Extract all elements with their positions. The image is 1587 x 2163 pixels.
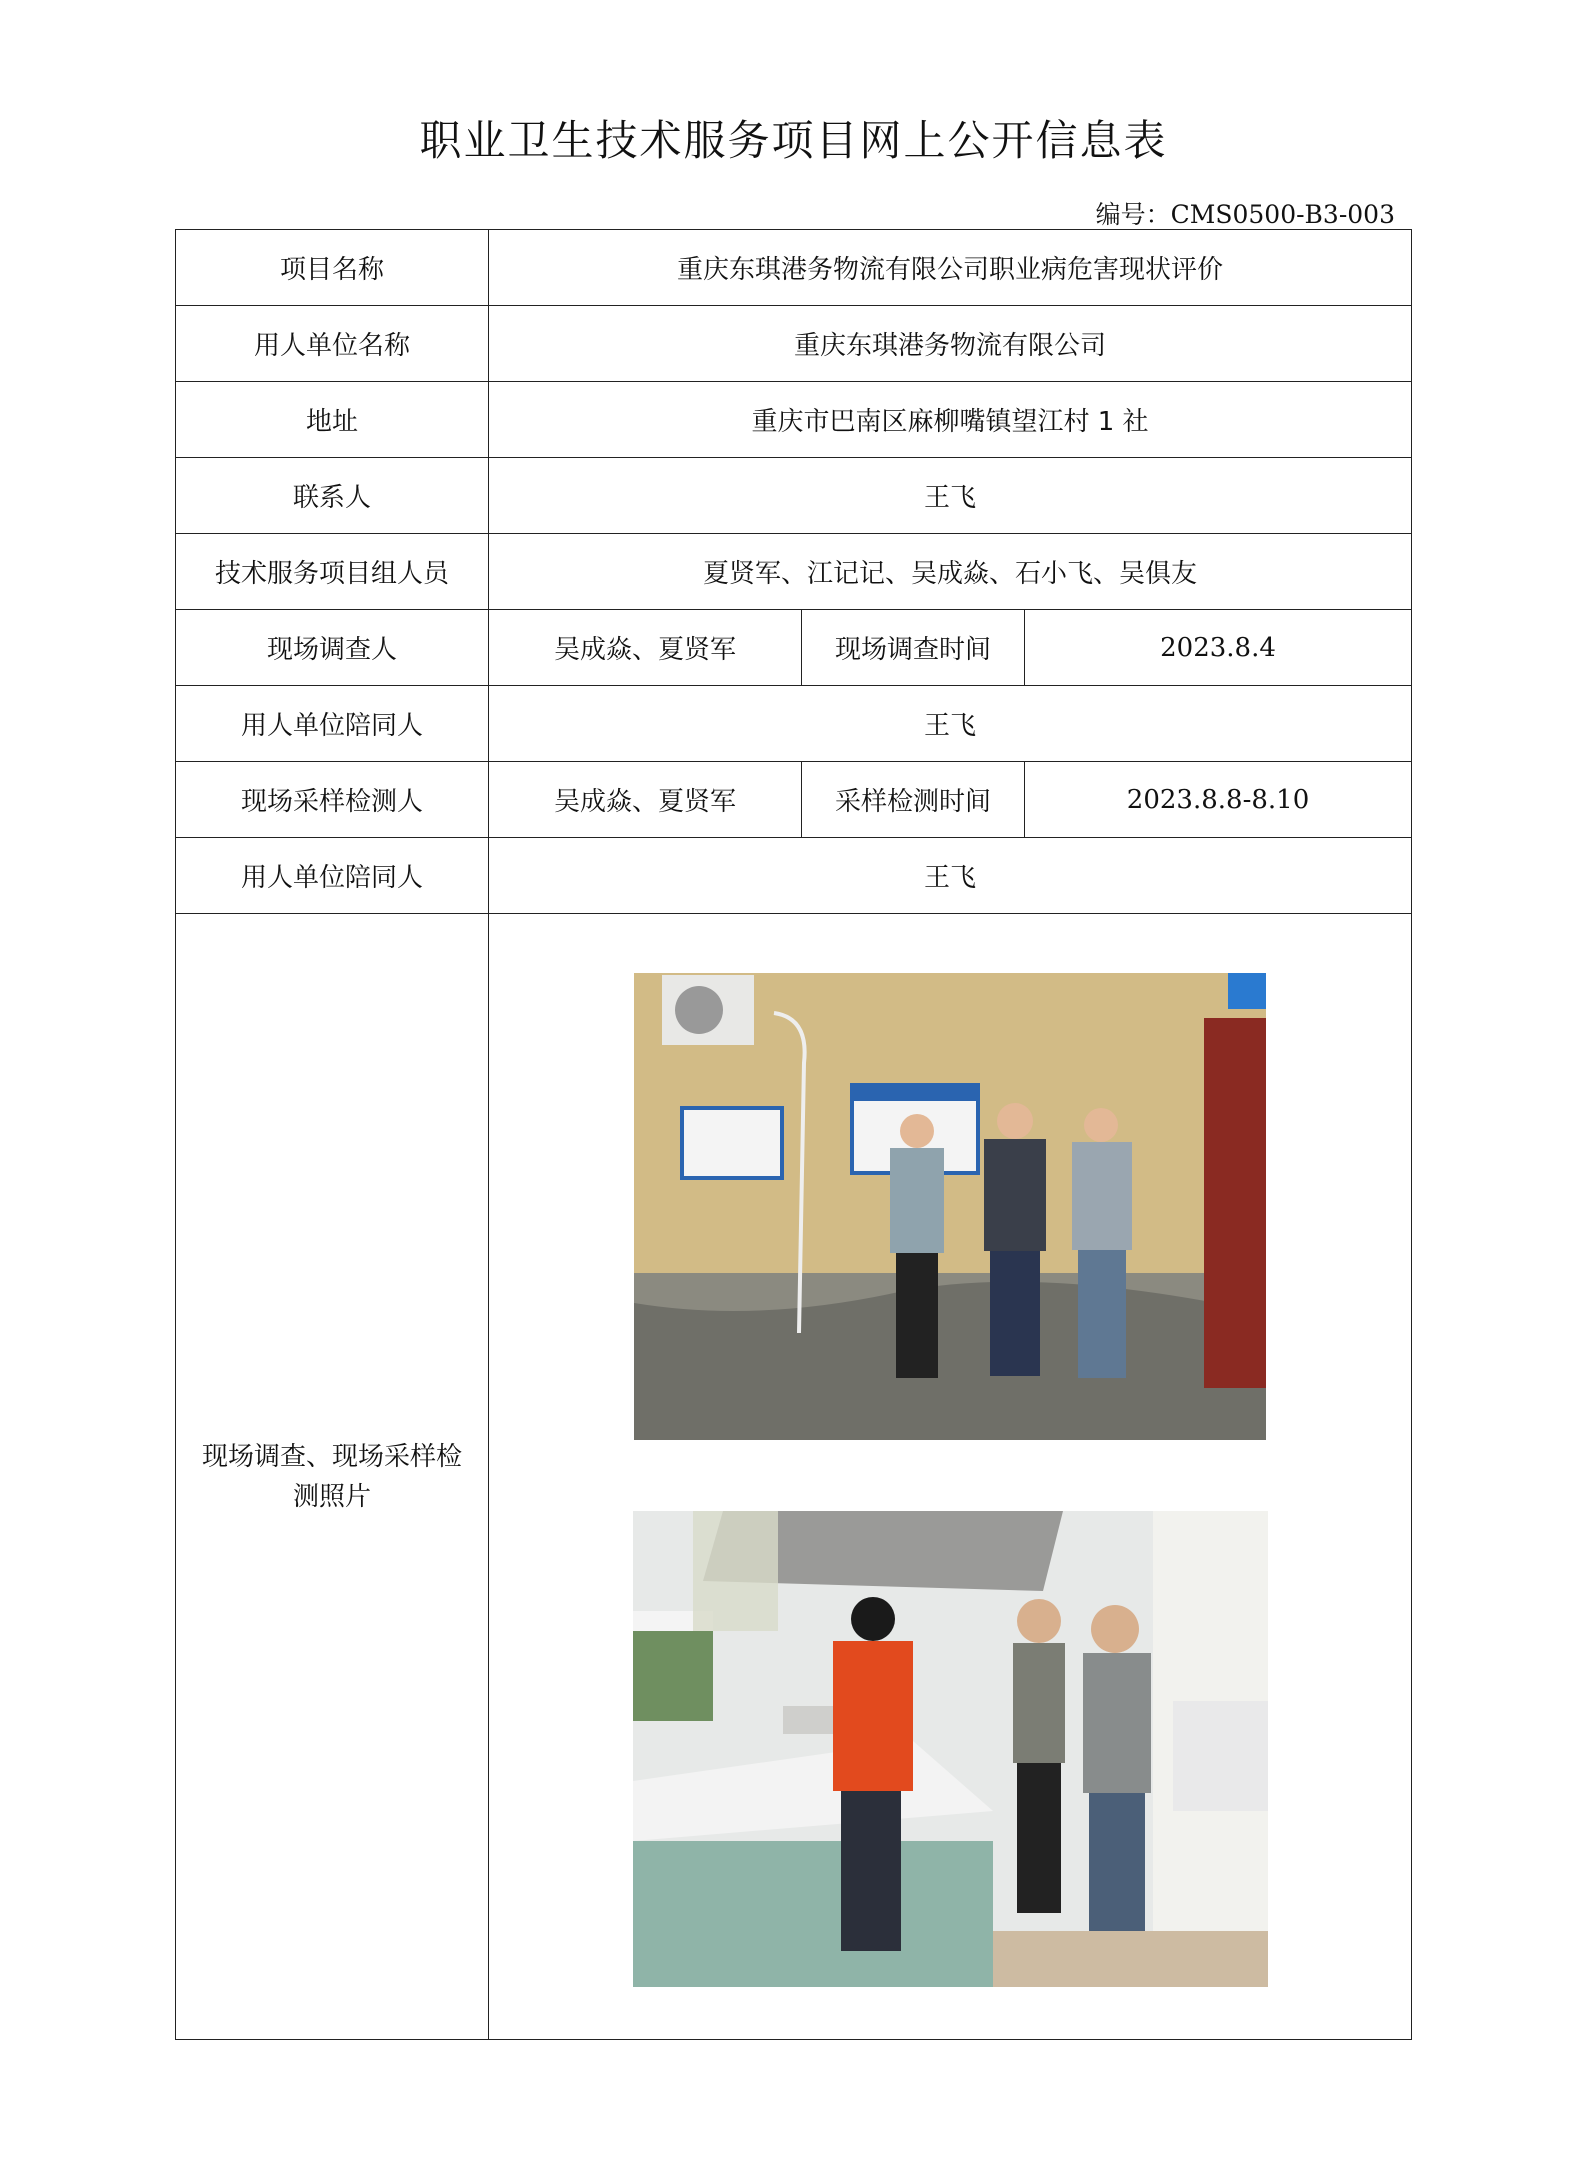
- page-title: 职业卫生技术服务项目网上公开信息表: [419, 116, 1168, 165]
- sampling-time-label: 采样检测时间: [802, 762, 1025, 838]
- survey-time-value: 2023.8.4: [1025, 610, 1412, 686]
- table-row: [176, 230, 1412, 306]
- document-number: 编号：CMS0500-B3-003: [1095, 200, 1395, 229]
- photos-cell: [489, 914, 1412, 2040]
- survey-time-label: 现场调查时间: [802, 610, 1025, 686]
- contact-value: 王飞: [489, 458, 1412, 534]
- table-row: [176, 534, 1412, 610]
- project-name-label: 项目名称: [176, 230, 489, 306]
- team-label: 技术服务项目组人员: [176, 534, 489, 610]
- address-value: 重庆市巴南区麻柳嘴镇望江村 1 社: [489, 382, 1412, 458]
- project-name-value: 重庆东琪港务物流有限公司职业病危害现状评价: [489, 230, 1412, 306]
- table-row: [176, 306, 1412, 382]
- sampling-person-value: 吴成焱、夏贤军: [489, 762, 802, 838]
- sampling-person-label: 现场采样检测人: [176, 762, 489, 838]
- group-photo: [634, 973, 1266, 1440]
- sampling-escort-label: 用人单位陪同人: [176, 838, 489, 914]
- survey-escort-value: 王飞: [489, 686, 1412, 762]
- table-row: [176, 762, 1412, 838]
- photos-label: 现场调查、现场采样检测照片: [176, 914, 489, 2040]
- table-row-photos: [176, 914, 1412, 2040]
- table-row: [176, 610, 1412, 686]
- group-photo-icon: [634, 973, 1266, 1440]
- sampling-time-value: 2023.8.8-8.10: [1025, 762, 1412, 838]
- address-label: 地址: [176, 382, 489, 458]
- team-value: 夏贤军、江记记、吴成焱、石小飞、吴俱友: [489, 534, 1412, 610]
- table-row: [176, 458, 1412, 534]
- survey-escort-label: 用人单位陪同人: [176, 686, 489, 762]
- lab-sampling-icon: [633, 1511, 1268, 1987]
- table-row: [176, 838, 1412, 914]
- employer-value: 重庆东琪港务物流有限公司: [489, 306, 1412, 382]
- sampling-escort-value: 王飞: [489, 838, 1412, 914]
- contact-label: 联系人: [176, 458, 489, 534]
- info-table: [175, 229, 1412, 2040]
- table-row: [176, 686, 1412, 762]
- table-row: [176, 382, 1412, 458]
- employer-label: 用人单位名称: [176, 306, 489, 382]
- lab-photo: [633, 1511, 1268, 1987]
- survey-person-value: 吴成焱、夏贤军: [489, 610, 802, 686]
- survey-person-label: 现场调查人: [176, 610, 489, 686]
